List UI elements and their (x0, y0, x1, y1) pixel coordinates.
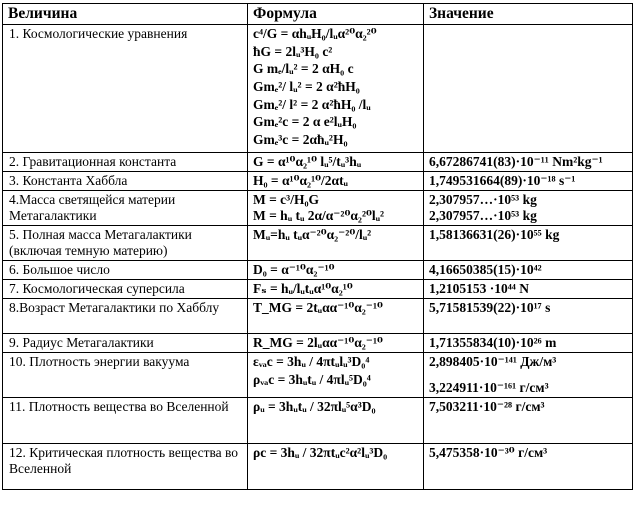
formula-cell: Fₛ = hᵤ/lᵤtᵤα¹⁰α₂¹⁰ (248, 280, 424, 299)
constants-table (2, 3, 633, 490)
value-cell: 4,16650385(15)·10⁴² (424, 261, 633, 280)
quantity-cell: 11. Плотность вещества во Вселенной (3, 398, 248, 444)
table-row (3, 398, 633, 444)
value-cell: 1,71355834(10)·10²⁶ m (424, 334, 633, 353)
table-row (3, 444, 633, 490)
formula-line: Gmₑ²/ l² = 2 α²ħH₀ /lᵤ (253, 96, 371, 112)
formula-cell: H₀ = α¹⁰α₂¹⁰/2αtᵤ (248, 172, 424, 191)
header-formula: Формула (248, 4, 424, 25)
formula-line: ρᵥₐc = 3hᵤtᵤ / 4πlᵤ⁵D₀⁴ (253, 372, 371, 387)
value-cell (424, 353, 633, 398)
formula-cell: Mᵤ=hᵤ tᵤα⁻²⁰α₂⁻²⁰/lᵤ² (248, 226, 424, 261)
table-row (3, 334, 633, 353)
header-value: Значение (424, 4, 633, 25)
formula-cell: D₀ = α⁻¹⁰α₂⁻¹⁰ (248, 261, 424, 280)
value-cell: 1,58136631(26)·10⁵⁵ kg (424, 226, 633, 261)
quantity-cell: 12. Критическая плотность вещества во Вселенной (3, 444, 248, 490)
formula-cell (248, 353, 424, 398)
value-cell: 5,475358·10⁻³⁰ г/см³ (424, 444, 633, 490)
quantity-cell: 9. Радиус Метагалактики (3, 334, 248, 353)
formula-line: M = c³/H₀G (253, 192, 320, 207)
value-line: 2,898405·10⁻¹⁴¹ Дж/м³ (429, 354, 557, 369)
value-cell: 6,67286741(83)·10⁻¹¹ Nm²kg⁻¹ (424, 153, 633, 172)
table-row (3, 299, 633, 334)
quantity-cell: 8.Возраст Метагалактики по Хабблу (3, 299, 248, 334)
table-row (3, 261, 633, 280)
value-cell: 1,2105153 ·10⁴⁴ N (424, 280, 633, 299)
table-row (3, 226, 633, 261)
quantity-cell: 1. Космологические уравнения (3, 25, 248, 153)
table-row (3, 353, 633, 398)
formula-line: M = hᵤ tᵤ 2α/α⁻²⁰α₂²⁰lᵤ² (253, 208, 385, 223)
quantity-cell: 5. Полная масса Метагалактики (включая темную материю) (3, 226, 248, 261)
table-row (3, 280, 633, 299)
header-row (3, 4, 633, 25)
quantity-cell: 2. Гравитационная константа (3, 153, 248, 172)
value-line: 2,307957…·10⁵³ kg (429, 192, 537, 207)
value-cell (424, 191, 633, 226)
table-row (3, 191, 633, 226)
formula-line: G mₑ/lᵤ² = 2 αH₀ c (253, 61, 354, 77)
formula-cell: ρc = 3hᵤ / 32πtᵤc²α²lᵤ³D₀ (248, 444, 424, 490)
table-row (3, 172, 633, 191)
table-row (3, 25, 633, 153)
formula-cell (248, 191, 424, 226)
quantity-cell: 3. Константа Хаббла (3, 172, 248, 191)
value-line: 2,307957…·10⁵³ kg (429, 208, 537, 223)
table-row (3, 153, 633, 172)
formula-line: c⁴/G = αhᵤH₀/lᵤα²⁰α₂²⁰ (253, 26, 377, 41)
formula-line: εᵥₐc = 3hᵤ / 4πtᵤlᵤ³D₀⁴ (253, 354, 370, 369)
quantity-cell: 4.Масса светящейся материи Метагалактики (3, 191, 248, 226)
formula-line: Gmₑ²c = 2 α e²lᵤH₀ (253, 114, 357, 130)
formula-line: ħG = 2lᵤ³H₀ c² (253, 43, 333, 59)
formula-cell: ρᵤ = 3hᵤtᵤ / 32πlᵤ⁵α³D₀ (248, 398, 424, 444)
value-cell: 1,749531664(89)·10⁻¹⁸ s⁻¹ (424, 172, 633, 191)
value-cell: 5,71581539(22)·10¹⁷ s (424, 299, 633, 334)
header-quantity: Величина (3, 4, 248, 25)
formula-line: Gmₑ²/ lᵤ² = 2 α²ħH₀ (253, 79, 360, 95)
value-line: 3,224911·10⁻¹⁶¹ г/см³ (429, 380, 549, 395)
value-cell (424, 25, 633, 153)
formula-cell: R_MG = 2lᵤαα⁻¹⁰α₂⁻¹⁰ (248, 334, 424, 353)
formula-cell: T_MG = 2tᵤαα⁻¹⁰α₂⁻¹⁰ (248, 299, 424, 334)
formula-cell (248, 25, 424, 153)
formula-cell: G = α¹⁰α₂¹⁰ lᵤ⁵/tᵤ³hᵤ (248, 153, 424, 172)
quantity-cell: 6. Большое число (3, 261, 248, 280)
value-cell: 7,503211·10⁻²⁸ г/см³ (424, 398, 633, 444)
quantity-cell: 7. Космологическая суперсила (3, 280, 248, 299)
quantity-cell: 10. Плотность энергии вакуума (3, 353, 248, 398)
formula-line: Gmₑ³c = 2αħᵤ²H₀ (253, 132, 348, 148)
